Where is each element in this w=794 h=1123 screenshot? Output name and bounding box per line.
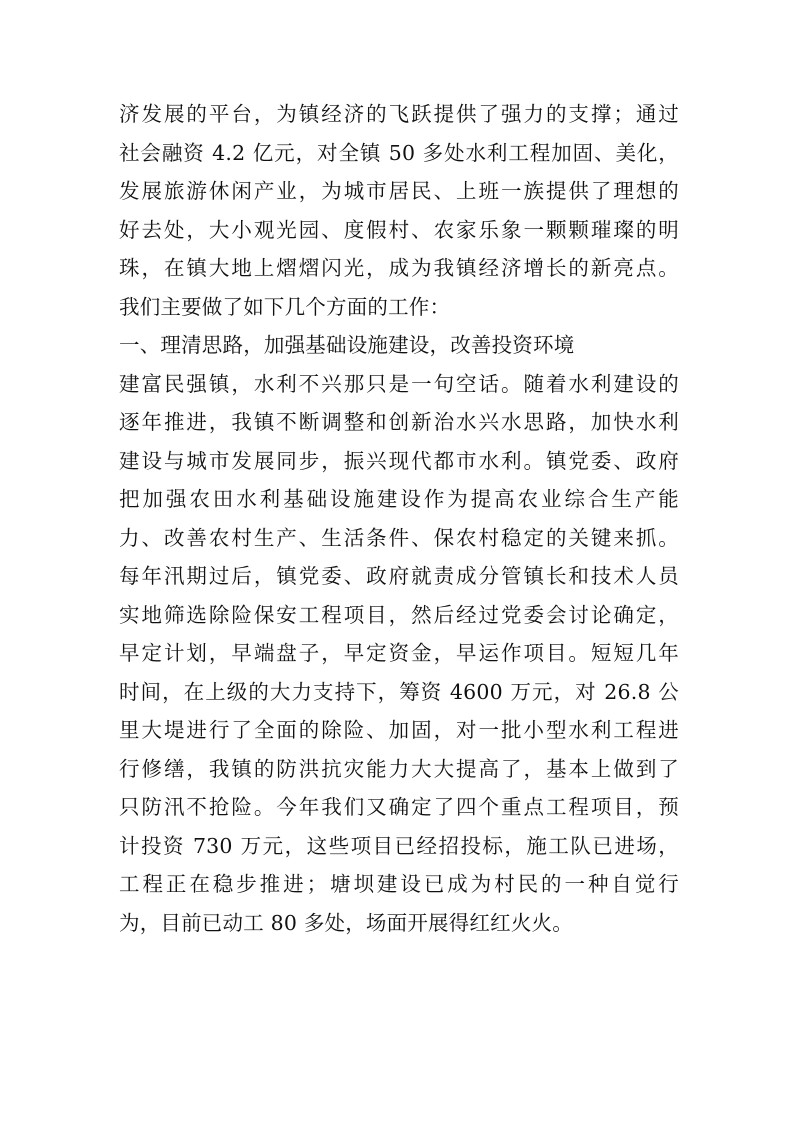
text-line: 力、改善农村生产、生活条件、保农村稳定的关键来抓。 — [119, 525, 679, 550]
text-line: 每年汛期过后，镇党委、政府就责成分管镇长和技术人员 — [119, 564, 679, 588]
text-line: 计投资 730 万元，这些项目已经招投标，施工队已进场， — [119, 833, 679, 858]
text-line: 为，目前已动工 80 多处，场面开展得红红火火。 — [119, 910, 573, 935]
text-line: 工程正在稳步推进；塘坝建设已成为村民的一种自觉行 — [119, 872, 679, 896]
text-line: 好去处，大小观光园、度假村、农家乐象一颗颗璀璨的明 — [119, 217, 679, 242]
text-line: 逐年推进，我镇不断调整和创新治水兴水思路，加快水利 — [119, 410, 679, 434]
text-line: 济发展的平台，为镇经济的飞跃提供了强力的支撑；通过 — [119, 102, 679, 126]
text-line: 实地筛选除险保安工程项目，然后经过党委会讨论确定， — [119, 602, 679, 627]
text-line: 早定计划，早端盘子，早定资金，早运作项目。短短几年 — [119, 641, 679, 665]
text-line: 里大堤进行了全面的除险、加固，对一批小型水利工程进 — [119, 718, 679, 742]
text-line: 建富民强镇，水利不兴那只是一句空话。随着水利建设的 — [119, 371, 679, 396]
section-heading: 一、理清思路，加强基础设施建设，改善投资环境 — [119, 333, 575, 357]
text-line: 珠，在镇大地上熠熠闪光，成为我镇经济增长的新亮点。 — [119, 256, 679, 280]
text-line: 社会融资 4.2 亿元，对全镇 50 多处水利工程加固、美化， — [119, 140, 679, 165]
text-line: 把加强农田水利基础设施建设作为提高农业综合生产能 — [119, 487, 679, 511]
text-line: 建设与城市发展同步，振兴现代都市水利。镇党委、政府 — [119, 448, 679, 473]
document-body — [119, 95, 679, 942]
text-line: 行修缮，我镇的防洪抗灾能力大大提高了，基本上做到了 — [119, 756, 679, 781]
text-line: 只防汛不抢险。今年我们又确定了四个重点工程项目，预 — [119, 795, 679, 819]
lead-sentence: 我们主要做了如下几个方面的工作： — [119, 294, 451, 319]
text-line: 时间，在上级的大力支持下，筹资 4600 万元，对 26.8 公 — [119, 679, 679, 704]
text-line: 发展旅游休闲产业，为城市居民、上班一族提供了理想的 — [119, 179, 679, 203]
